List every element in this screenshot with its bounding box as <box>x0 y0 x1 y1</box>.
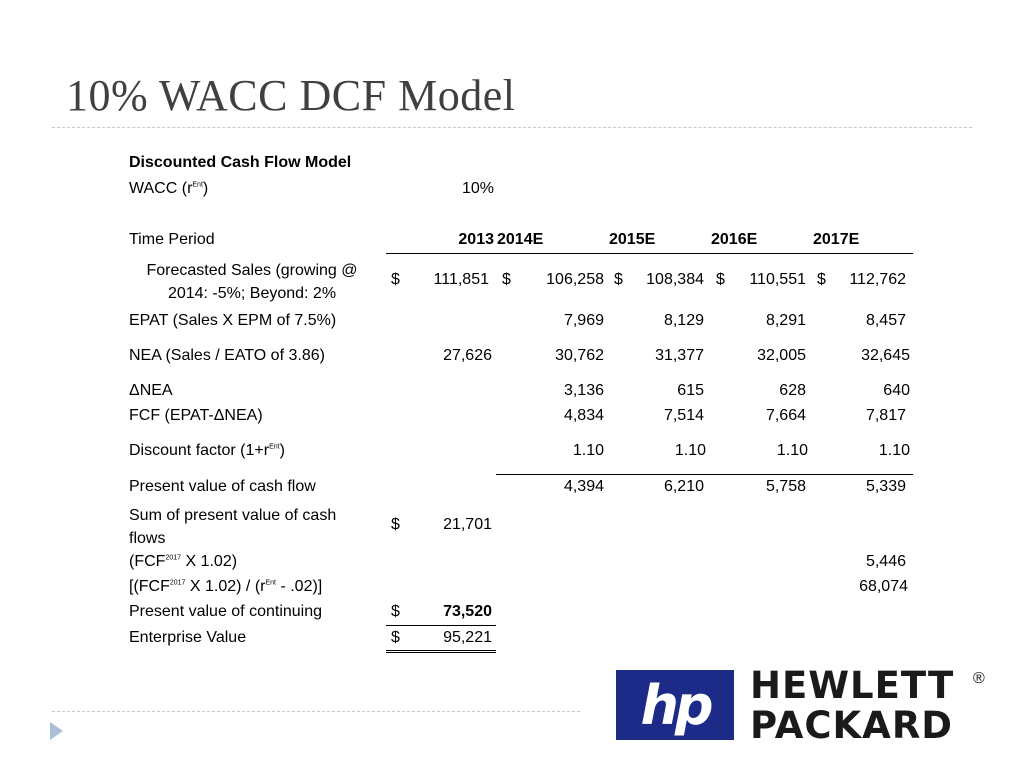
hp-logo <box>584 660 1024 768</box>
sum-pv-label: Sum of present value of cash flows <box>129 507 337 547</box>
continuing-fcf-label: ($FCF^{2017}$ X 1.02) <box>129 553 238 570</box>
pv-overline <box>496 474 913 475</box>
enterprise-value-row <box>120 629 920 651</box>
time-period-label: Time Period <box>129 231 215 248</box>
pv-continuing-value: 73,520 <box>443 603 492 620</box>
sales-2014e: 106,258 <box>546 271 604 288</box>
nea-2014e: 30,762 <box>555 347 604 364</box>
epat-2016e: 8,291 <box>765 312 806 329</box>
dnea-2014e: 3,136 <box>563 382 604 399</box>
df-2014e: 1.10 <box>572 442 604 459</box>
enterprise-value-label: Enterprise Value <box>129 629 247 646</box>
epat-row <box>120 312 920 334</box>
df-2016e: 1.10 <box>776 442 808 459</box>
wacc-row <box>120 180 920 202</box>
hp-logo-line1: HEWLETT <box>750 664 955 707</box>
sum-pv-dollar: $ <box>391 516 400 533</box>
nea-row <box>120 347 920 369</box>
hp-logo-line2: PACKARD <box>750 704 954 747</box>
title-divider <box>52 127 972 128</box>
footer-divider <box>52 711 580 712</box>
fcf-2016e: 7,664 <box>765 407 806 424</box>
fcf-row <box>120 407 920 429</box>
df-2015e: 1.10 <box>674 442 706 459</box>
table-heading-row <box>120 154 920 176</box>
sales-label: Forecasted Sales (growing @ 2014: -5%; Beyond: 2% <box>146 262 358 302</box>
pv-2017e: 5,339 <box>865 478 906 495</box>
dnea-label: ΔNEA <box>129 382 173 399</box>
sum-pv-value: 21,701 <box>443 516 492 533</box>
epat-2014e: 7,969 <box>563 312 604 329</box>
enterprise-value: 95,221 <box>443 629 492 646</box>
dnea-2017e: 640 <box>883 382 910 399</box>
epat-label: EPAT (Sales X EPM of 7.5%) <box>129 312 337 329</box>
sales-2017e: 112,762 <box>849 271 906 288</box>
nea-label: NEA (Sales / EATO of 3.86) <box>129 347 325 364</box>
continuing-value-row <box>120 578 920 600</box>
wacc-value: 10% <box>461 180 494 197</box>
enterprise-value-dollar: $ <box>391 629 400 646</box>
continuing-value-label: [($FCF^{2017}$ X $1.02) / (r^{Ent} - .02)$] <box>129 578 323 595</box>
bullet-arrow-icon <box>50 722 63 740</box>
period-2015e: 2015E <box>609 231 656 248</box>
registered-mark: ® <box>973 670 985 687</box>
period-2013: 2013 <box>458 231 494 248</box>
sales-dollar-2017e: $ <box>817 271 826 288</box>
epat-2017e: 8,457 <box>865 312 906 329</box>
sum-pv-row <box>120 504 920 550</box>
continuing-fcf-row <box>120 553 920 575</box>
sales-2016e: 110,551 <box>749 271 806 288</box>
header-underline <box>386 253 913 254</box>
pv-row <box>120 478 920 500</box>
sales-dollar-2015e: $ <box>614 271 623 288</box>
time-period-row <box>120 231 920 253</box>
wacc-label: WACC $(r^{Ent})$ <box>129 180 209 197</box>
pv-2016e: 5,758 <box>765 478 806 495</box>
table-heading: Discounted Cash Flow Model <box>129 154 352 171</box>
pv-label: Present value of cash flow <box>129 478 316 495</box>
pv-continuing-dollar: $ <box>391 603 400 620</box>
continuing-fcf-value: 5,446 <box>865 553 906 570</box>
fcf-label: FCF (EPAT-ΔNEA) <box>129 407 263 424</box>
pv-continuing-row <box>120 603 920 625</box>
nea-2016e: 32,005 <box>757 347 806 364</box>
hp-logo-mark-text: hp <box>640 674 710 737</box>
dnea-2016e: 628 <box>779 382 806 399</box>
period-2017e: 2017E <box>813 231 860 248</box>
dnea-2015e: 615 <box>677 382 704 399</box>
nea-2017e: 32,645 <box>861 347 910 364</box>
continuing-value: 68,074 <box>859 578 908 595</box>
df-2017e: 1.10 <box>878 442 910 459</box>
epat-2015e: 8,129 <box>663 312 704 329</box>
fcf-2014e: 4,834 <box>563 407 604 424</box>
pv-2014e: 4,394 <box>563 478 604 495</box>
sales-2015e: 108,384 <box>646 271 704 288</box>
sales-2013: 111,851 <box>433 271 489 288</box>
period-2014e: 2014E <box>497 231 544 248</box>
sales-dollar-2016e: $ <box>716 271 725 288</box>
pv-continuing-underline <box>386 625 496 626</box>
dnea-row <box>120 382 920 404</box>
discount-factor-label: Discount factor $(1+r^{Ent})$ <box>129 442 285 459</box>
hp-logo-mark <box>616 670 734 740</box>
pv-continuing-label: Present value of continuing <box>129 603 323 620</box>
period-2016e: 2016E <box>711 231 758 248</box>
enterprise-value-double-underline <box>386 650 496 653</box>
sales-row <box>120 259 920 307</box>
sales-dollar-2014e: $ <box>502 271 511 288</box>
slide-title: 10% WACC DCF Model <box>66 71 516 120</box>
nea-2015e: 31,377 <box>655 347 704 364</box>
nea-2013: 27,626 <box>443 347 492 364</box>
fcf-2017e: 7,817 <box>865 407 906 424</box>
sales-dollar-2013: $ <box>391 271 400 288</box>
discount-factor-row <box>120 442 920 464</box>
fcf-2015e: 7,514 <box>663 407 704 424</box>
pv-2015e: 6,210 <box>663 478 704 495</box>
